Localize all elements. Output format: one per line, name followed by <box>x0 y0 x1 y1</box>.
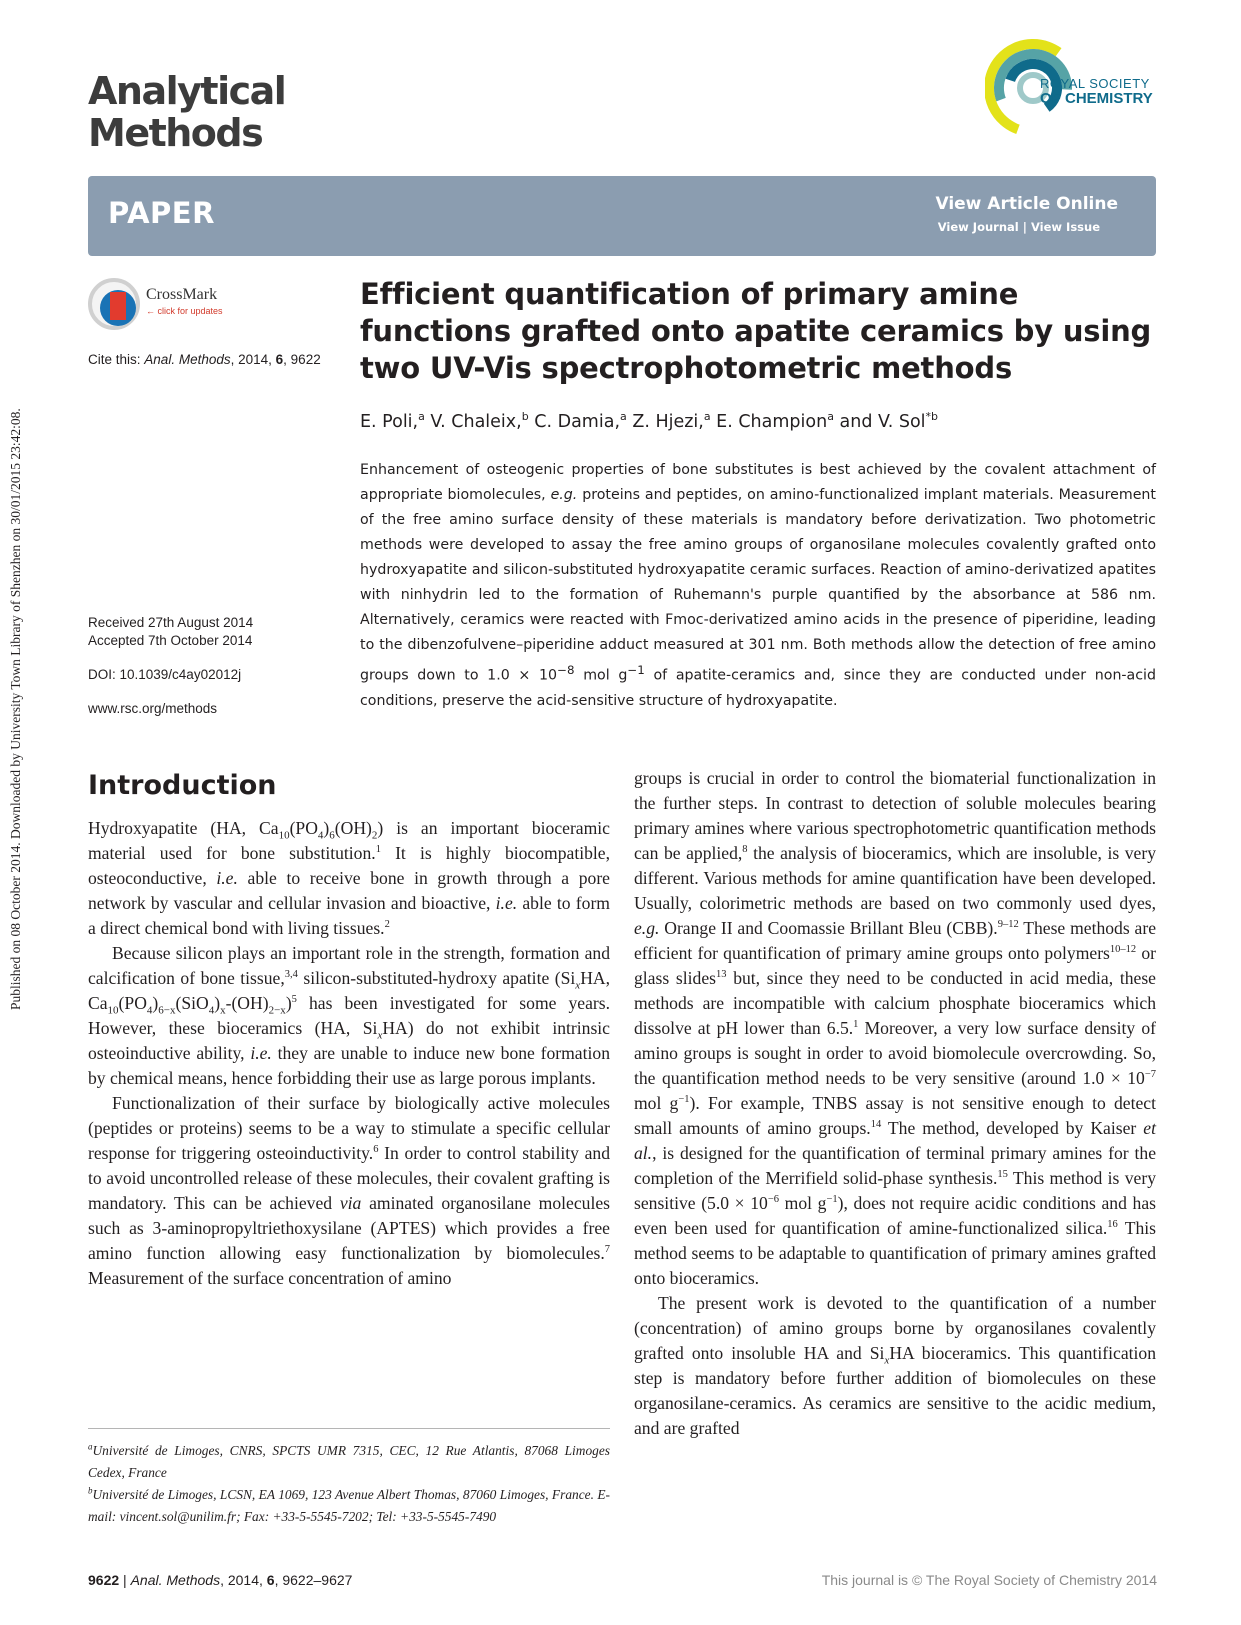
footnote-a: $^a$Université de Limoges, CNRS, SPCTS UMR 7315, CEC, 12 Rue Atlantis, 87068 Limoges Cedex, France <box>88 1441 610 1480</box>
body-column-left <box>88 816 610 1291</box>
received-date: Received 27th August 2014 <box>88 615 254 630</box>
crossmark-badge[interactable] <box>88 278 248 328</box>
section-heading-introduction: Introduction <box>88 770 277 801</box>
journal-name-line2: Methods <box>88 111 263 155</box>
doi[interactable]: DOI: 10.1039/c4ay02012j <box>88 667 242 682</box>
footnote-divider <box>88 1428 610 1429</box>
abstract: Enhancement of osteogenic properties of bone substitutes is best achieved by the covalent attachment of appropriate biomolecules, e.g. proteins and peptides, on amino-functionalized implant materials. Measurement of the free amino surface density of these materials is mandatory before derivatization. Two photometric methods were developed to assay the free amino groups of organosilane molecules covalently grafted onto hydroxyapatite and silicon-substituted hydroxyapatite ceramic surfaces. Reaction of amino-derivatized apatites with ninhydrin led to the formation of Ruhemann's purple quantified by the absorbance at 586 nm. Alternatively, ceramics were reacted with Fmoc-derivatized amino acids in the presence of piperidine, leading to the dibenzofulvene–piperidine adduct measured at 301 nm. Both methods allow the detection of free amino groups down to $1.0 \times 10^{-8}$ mol $g^{-1}$ of apatite-ceramics and, since they are conducted under non-acid conditions, preserve the acid-sensitive structure of hydroxyapatite. <box>360 462 1156 709</box>
paragraph: Hydroxyapatite (HA, $Ca_{10}(PO_4)_6(OH)_2$) is an important bioceramic material used for bone substitution.$^1$ It is highly biocompatible, osteoconductive, i.e. able to receive bone in growth through a pore network by vascular and cellular invasion and bioactive, i.e. able to form a direct chemical bond with living tissues.$^2$ <box>88 818 610 938</box>
paragraph: Functionalization of their surface by biologically active molecules (peptides or proteins) seems to be a way to stimulate a specific cellular response for triggering osteoinductivity.$^6$ In order to control stability and to avoid uncontrolled release of these molecules, their covalent grafting is mandatory. This can be achieved via aminated organosilane molecules such as 3-aminopropyltriethoxysilane (APTES) which provides a free amino function allowing easy functionalization by biomolecules.$^7$ Measurement of the surface concentration of amino <box>88 1093 611 1288</box>
page-footer-citation: 9622 | Anal. Methods, 2014, 6, 9622–9627 <box>88 1572 353 1588</box>
publisher-name: ROYAL SOCIETY OF CHEMISTRY <box>1040 76 1153 107</box>
copyright-notice: This journal is © The Royal Society of Chemistry 2014 <box>821 1572 1157 1588</box>
paragraph: The present work is devoted to the quantification of a number (concentration) of amino groups borne by organosilanes covalently grafted onto insoluble HA and $Si_xHA$ bioceramics. This quantification step is mandatory before further addition of biomolecules on these organosilane-ceramics. As ceramics are sensitive to the acidic medium, and are grafted <box>634 1293 1156 1438</box>
author-list: E. Poli,$^a$ V. Chaleix,$^b$ C. Damia,$^a$ Z. Hjezi,$^a$ E. Champion$^a$ and V. Sol$^{*b}$ <box>360 410 939 432</box>
affiliation-footnotes <box>88 1440 610 1528</box>
link-separator: | <box>1022 220 1027 234</box>
crossmark-icon <box>88 278 140 330</box>
crossmark-title: CrossMark <box>146 286 218 303</box>
download-stamp: Published on 08 October 2014. Downloaded by University Town Library of Shenzhen on 30/01/2015 23:42:08. <box>8 408 23 1010</box>
citation: Cite this: Anal. Methods, 2014, 6, 9622 <box>88 352 321 367</box>
view-article-online-link[interactable]: View Article Online <box>935 194 1118 214</box>
article-type-label: PAPER <box>108 196 215 230</box>
paragraph: groups is crucial in order to control the biomaterial functionalization in the further steps. In contrast to detection of soluble molecules bearing primary amines where various spectrophotometric quantification methods can be applied,$^8$ the analysis of bioceramics, which are insoluble, is very different. Various methods for amine quantification have been developed. Usually, colorimetric methods are based on two commonly used dyes, e.g. Orange II and Coomassie Brillant Bleu (CBB).$^{9-12}$ These methods are efficient for quantification of primary amine groups onto polymers$^{10-12}$ or glass slides$^{13}$ but, since they need to be conducted in acid media, these methods are incompatible with calcium phosphate bioceramics which dissolve at pH lower than 6.5.$^1$ Moreover, a very low surface density of amino groups is sought in order to avoid biomolecule overcrowding. So, the quantification method needs to be very sensitive (around $1.0 \times 10^{-7}$ mol $g^{-1}$). For example, TNBS assay is not sensitive enough to detect small amounts of amino groups.$^{14}$ The method, developed by Kaiser et al., is designed for the quantification of terminal primary amines for the completion of the Merrifield solid-phase synthesis.$^{15}$ This method is very sensitive ($5.0 \times 10^{-6}$ mol $g^{-1}$), does not require acidic conditions and has even been used for quantification of amine-functionalized silica.$^{16}$ This method seems to be adaptable to quantification of primary amines grafted onto bioceramics. <box>634 768 1157 1288</box>
journal-name-line1: Analytical <box>88 69 286 113</box>
crossmark-subtitle: ← click for updates <box>146 306 223 316</box>
article-title: Efficient quantification of primary amine functions grafted onto apatite ceramics by using two UV-Vis spectrophotometric methods <box>360 277 1152 385</box>
journal-logo[interactable] <box>88 70 285 154</box>
footnote-b: $^b$Université de Limoges, LCSN, EA 1069, 123 Avenue Albert Thomas, 87060 Limoges, France. E-mail: vincent.sol@unilim.fr; Fax: +33-5-5545-7202; Tel: +33-5-5545-7490 <box>88 1485 610 1524</box>
view-journal-link[interactable]: View Journal <box>937 220 1019 234</box>
view-issue-link[interactable]: View Issue <box>1030 220 1100 234</box>
paragraph: Because silicon plays an important role in the strength, formation and calcification of bone tissue,$^{3,4}$ silicon-substituted-hydroxy apatite ($Si_xHA$, $Ca_{10}(PO_4)_{6-x}(SiO_4)_x-(OH)_{2-x})^5$ has been investigated for some years. However, these bioceramics (HA, $Si_xHA$) do not exhibit intrinsic osteoinductive ability, i.e. they are unable to induce new bone formation by chemical means, hence forbidding their use as large porous implants. <box>88 943 610 1088</box>
body-column-right <box>634 766 1156 1441</box>
accepted-date: Accepted 7th October 2014 <box>88 633 253 648</box>
website-link[interactable]: www.rsc.org/methods <box>88 701 218 716</box>
article-type-banner <box>88 176 1156 256</box>
view-links <box>938 220 1100 234</box>
